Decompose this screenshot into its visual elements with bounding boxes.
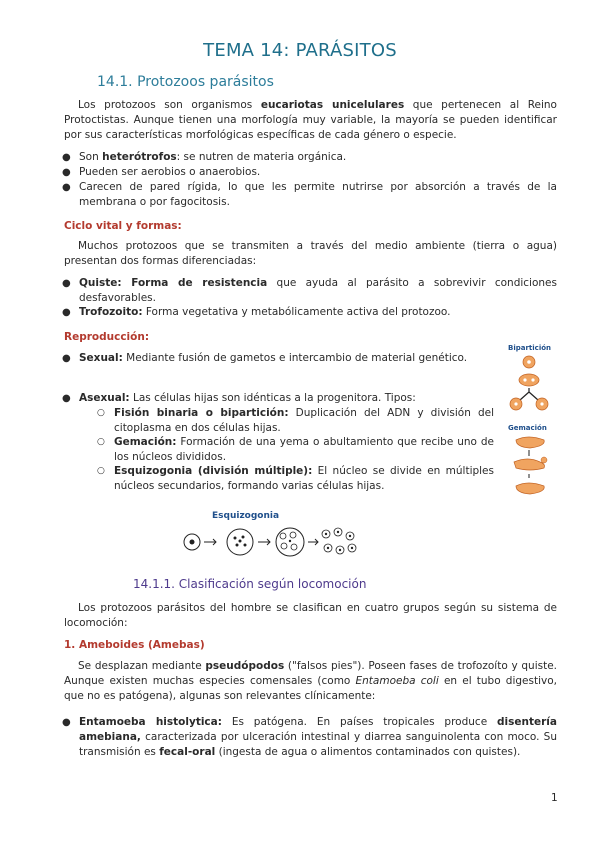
- section-heading: 14.1. Protozoos parásitos: [97, 74, 274, 90]
- subsection-heading: 14.1.1. Clasificación según locomoción: [133, 577, 367, 591]
- arrow-icon: [258, 539, 270, 545]
- gemacion-label: Gemación: [508, 424, 547, 432]
- bullet-icon: ●: [62, 393, 71, 404]
- bullet-icon: ●: [62, 717, 71, 728]
- arrow-icon: [520, 388, 538, 400]
- bullet-icon: ●: [62, 278, 71, 289]
- reproduction-figure: [500, 340, 560, 500]
- cell-icon: [519, 374, 539, 386]
- ciclo-paragraph: Muchos protozoos que se transmiten a través del medio ambiente (tierra o agua) presentan dos formas diferenciadas:: [64, 240, 557, 267]
- intro-paragraph: Los protozoos son organismos eucariotas unicelulares que pertenecen al Reino Protoctistas. Aunque tienen una morfología muy variable, la mayoría se pueden identificar por sus características morfológicas específicas de cada género o especie.: [64, 99, 557, 141]
- biparticion-label: Bipartición: [508, 344, 552, 352]
- bullet-icon: ○: [97, 437, 105, 447]
- arrow-icon: [204, 539, 216, 545]
- ameboides-paragraph: Se desplazan mediante pseudópodos ("falsos pies"). Poseen fases de trofozoíto y quiste. Aunque existen muchas especies comensales (como Entamoeba coli en el tubo digestivo, que no es patógena), algunas son relevantes clínicamente:: [64, 660, 557, 702]
- bullet-icon: ●: [62, 152, 71, 163]
- reproduccion-heading: Reproducción:: [64, 331, 150, 343]
- clasificacion-paragraph: Los protozoos parásitos del hombre se clasifican en cuatro grupos según su sistema de locomoción:: [64, 602, 557, 629]
- cell-icon: [516, 437, 544, 448]
- nucleus-icon: [527, 360, 531, 364]
- page-title: TEMA 14: PARÁSITOS: [203, 40, 397, 61]
- ciclo-heading: Ciclo vital y formas:: [64, 220, 182, 232]
- cell-icon: [514, 459, 545, 470]
- bullet-icon: ○: [97, 466, 105, 476]
- bullet-icon: ●: [62, 307, 71, 318]
- ameboides-heading: 1. Ameboides (Amebas): [64, 639, 205, 651]
- document-page: TEMA 14: PARÁSITOS 14.1. Protozoos parásitos Los protozoos son organismos eucariotas unicelulares que pertenecen al Reino Protoctistas. Aunque tienen una morfología muy variable, la mayoría se pueden identificar por sus características morfológicas específicas de cada género o especie. ● Son heterótrofos: se nutren de materia orgánica. ● Pueden ser aerobios o anaerobios. ● Carecen de pared rígida, lo que les permite nutrirse por absorción a través de la membrana o por fagocitosis. Ciclo vital y formas: Muchos protozoos que se transmiten a través del medio ambiente (tierra o agua) presentan dos formas diferenciadas: ● Quiste: Forma de resistencia que ayuda al parásito a sobrevivir condiciones desfavorables. ● Trofozoito: Forma vegetativa y metabólicamente activa del protozoo. Reproducción: ● Sexual: Mediante fusión de gametos e intercambio de material genético. ● Asexual: Las células hijas son idénticas a la progenitora. Tipos: ○ Fisión binaria o bipartición: Duplicación del ADN y división del citoplasma en dos células hijas. ○ Gemación: Formación de una yema o abultamiento que recibe uno de los núcleos divididos. ○ Esquizogonia (división múltiple): El núcleo se divide en múltiples núcleos secundarios, formando varias células hijas. Bipartición Gemación Esquizogonia 14.1.1. Clasificación según locomoción Los protozoos parásitos del hombre se clasifican en cuatro grupos según su sistema de locomoción: 1. Ameboides (Amebas) Se desplazan mediante pseudópodos ("falsos pies"). Poseen fases de trofozoíto y quiste. Aunque existen muchas especies comensales (como Entamoeba coli en el tubo digestivo, que no es patógena), algunas son relevantes clínicamente: ● Entamoeba histolytica: Es patógena. En países tropicales produce disentería amebiana, caracterizada por ulceración intestinal y diarrea sanguinolenta con moco. Su transmisión es fecal-oral (ingesta de agua o alimentos contaminados con quistes). 1: [0, 0, 600, 848]
- bullet-icon: ○: [97, 408, 105, 418]
- bullet-icon: ●: [62, 353, 71, 364]
- page-number: 1: [551, 792, 558, 804]
- esquizogonia-label: Esquizogonia: [212, 511, 280, 521]
- esquizogonia-figure: [180, 504, 360, 560]
- cell-icon: [516, 483, 544, 494]
- arrow-icon: [308, 539, 318, 545]
- bullet-icon: ●: [62, 167, 71, 178]
- bullet-icon: ●: [62, 182, 71, 193]
